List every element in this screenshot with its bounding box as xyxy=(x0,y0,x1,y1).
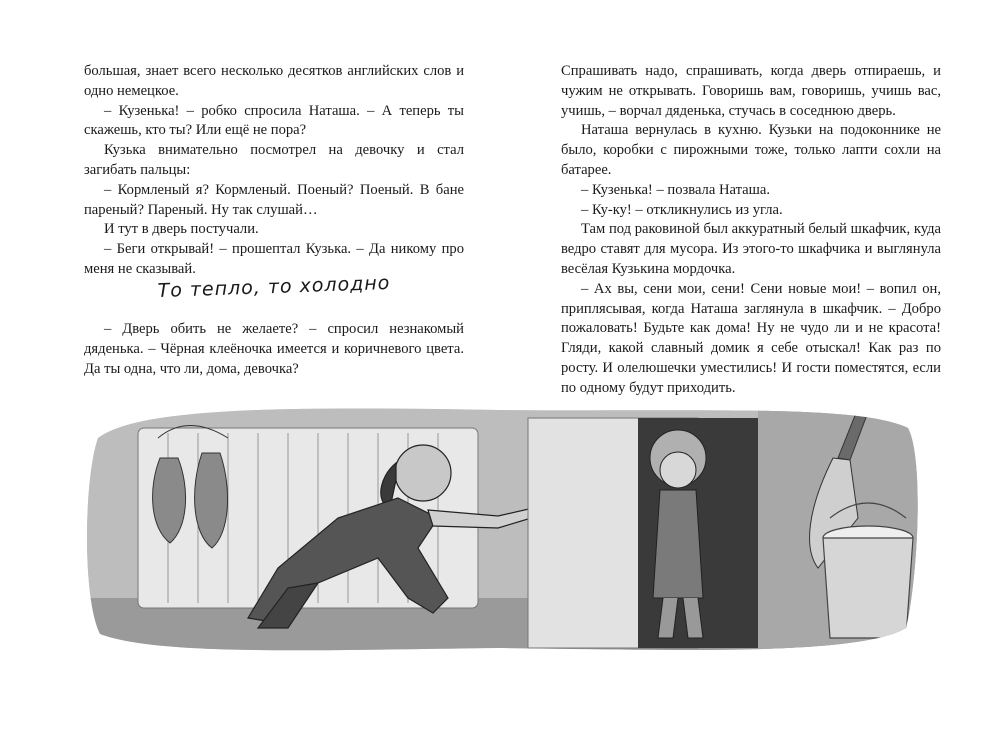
paragraph: И тут в дверь постучали. xyxy=(104,221,259,238)
paragraph: – Кузенька! – робко спросила Наташа. – А теперь ты скажешь, кто ты? Или ещё не пора? xyxy=(84,102,464,139)
paragraph: Наташа вернулась в кухню. Кузьки на подоконнике не было, коробки с пирожными тоже, только лапти сохли на батарее. xyxy=(561,122,941,178)
paragraph: – Кузенька! – позвала Наташа. xyxy=(581,181,771,198)
paragraph: – Кормленый я? Кормленый. Поеный? Поеный. В бане пареный? Пареный. Ну так слушай… xyxy=(84,181,464,218)
paragraph: – Ах вы, сени мои, сени! Сени новые мои! – вопил он, приплясывая, когда Наташа заглянула в шкафчик. – Добро пожаловать! Будьте как дома! Ну не чудо ли и не красота! Гляди, какой славный домик я себе отыскал! Как раз по росту. И олелюшечки уместились! И гости поместятся, если по одному будут приходить. xyxy=(561,280,941,396)
paragraph: – Ку-ку! – откликнулись из угла. xyxy=(581,201,783,218)
paragraph: – Дверь обить не желаете? – спросил незнакомый дяденька. – Чёрная клеёночка имеется и коричневого цвета. Да ты одна, что ли, дома, девочка? xyxy=(84,321,464,377)
chapter-title: То тепло, то холодно xyxy=(157,271,391,303)
paragraph: Кузька внимательно посмотрел на девочку и стал загибать пальцы: xyxy=(84,142,464,178)
paragraph: Там под раковиной был аккуратный белый шкафчик, куда ведро ставят для мусора. Из этого-то шкафчика и выглянула весёлая Кузькина мордочка. xyxy=(561,221,941,277)
paragraph: Спрашивать надо, спрашивать, когда дверь отпираешь, и чужим не открывать. Говоришь вам, говоришь, учишь вас, учишь, – ворчал дяденька, стучась в соседнюю дверь. xyxy=(561,63,941,119)
kitchen-illustration xyxy=(78,398,922,660)
left-column-bottom xyxy=(84,320,464,379)
right-column xyxy=(561,62,941,399)
paragraph: большая, знает всего несколько десятков английских слов и одно немецкое. xyxy=(84,63,464,99)
paragraph: – Беги открывай! – прошептал Кузька. – Да никому про меня не сказывай. xyxy=(84,241,464,277)
left-column-top xyxy=(84,62,464,280)
